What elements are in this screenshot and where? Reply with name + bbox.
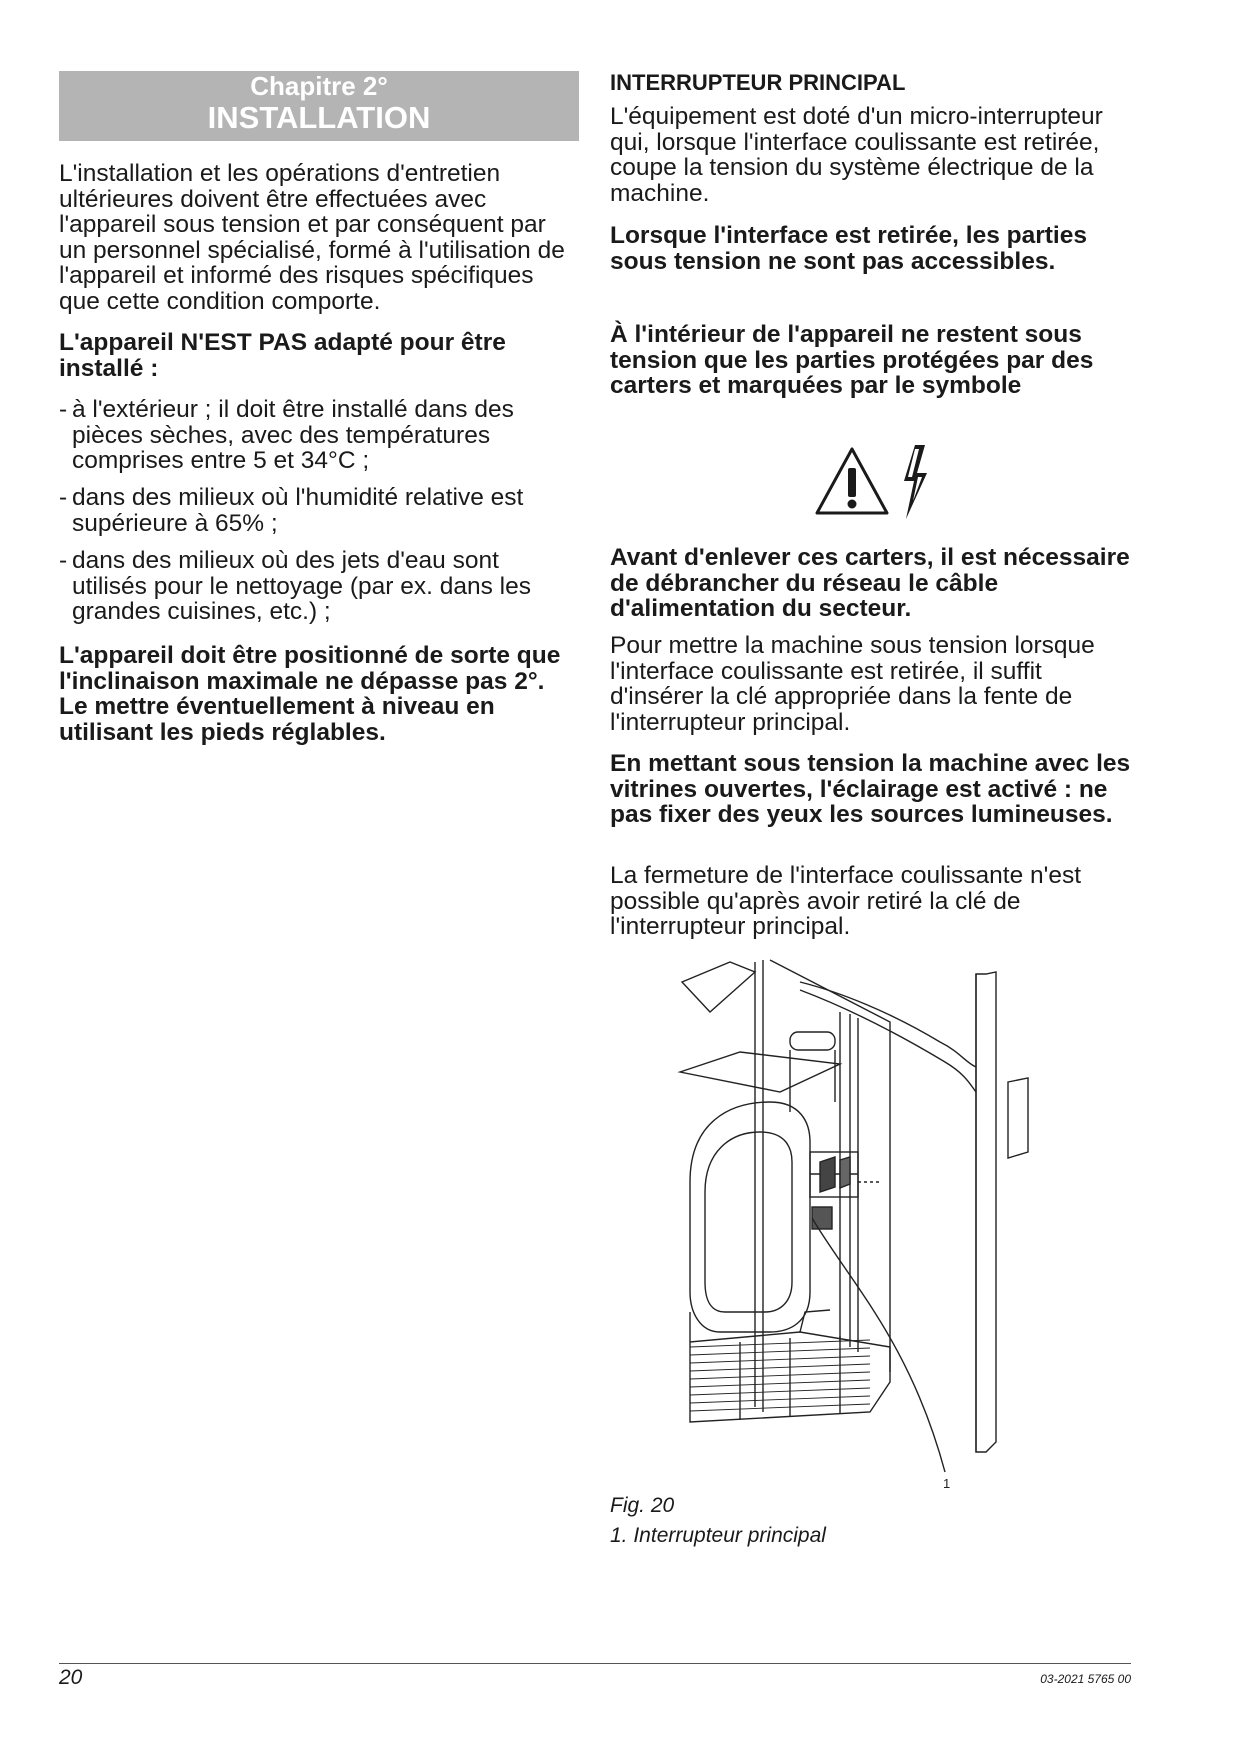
paragraph-3: La fermeture de l'interface coulissante n'est possible qu'après avoir retiré la clé de l'interrupteur principal. <box>610 862 1082 940</box>
chapter-header <box>59 71 579 141</box>
paragraph-2: Pour mettre la machine sous tension lorsque l'interface coulissante est retirée, il suffit d'insérer la clé appropriée dans la fente de l'interrupteur principal. <box>610 632 1095 736</box>
bullet-dash: - <box>59 484 68 511</box>
bullet-text: à l'extérieur ; il doit être installé dans des pièces sèches, avec des températures comprises entre 5 et 34°C ; <box>72 396 514 474</box>
figure-label: Fig. 20 <box>610 1494 675 1517</box>
bullet-dash: - <box>59 396 68 423</box>
intro-paragraph: L'installation et les opérations d'entretien ultérieures doivent être effectuées avec l'appareil sous tension et par conséquent par un personnel spécialisé, formé à l'utilisation de l'appareil et informé des risques spécifiques que cette condition comporte. <box>59 160 565 315</box>
bullet-item <box>59 548 579 625</box>
chapter-title: INSTALLATION <box>207 100 431 135</box>
footer-divider <box>59 1663 1131 1664</box>
figure-caption: 1. Interrupteur principal <box>610 1524 826 1547</box>
warning-3: Avant d'enlever ces carters, il est nécessaire de débrancher du réseau le câble d'alimentation du secteur. <box>610 544 1130 622</box>
document-code: 03-2021 5765 00 <box>1040 1672 1131 1686</box>
hazard-symbols <box>815 443 935 521</box>
bullet-dash: - <box>59 547 68 574</box>
page-number: 20 <box>59 1666 83 1689</box>
warning-triangle-icon <box>817 449 887 513</box>
figure-callout-1: 1 <box>943 1476 951 1491</box>
positioning-warning: L'appareil doit être positionné de sorte que l'inclinaison maximale ne dépasse pas 2°. Le mettre éventuellement à niveau en utilisant les pieds réglables. <box>59 642 561 746</box>
not-suitable-heading: L'appareil N'EST PAS adapté pour être installé : <box>59 329 506 382</box>
machine-figure <box>660 952 1090 1492</box>
warning-2: À l'intérieur de l'appareil ne restent sous tension que les parties protégées par des carters et marquées par le symbole <box>610 321 1094 399</box>
bullet-item <box>59 485 579 536</box>
bullet-text: dans des milieux où des jets d'eau sont utilisés pour le nettoyage (par ex. dans les grandes cuisines, etc.) ; <box>72 547 531 625</box>
paragraph-1: L'équipement est doté d'un micro-interrupteur qui, lorsque l'interface coulissante est retirée, coupe la tension du système électrique de la machine. <box>610 103 1103 207</box>
warning-4: En mettant sous tension la machine avec les vitrines ouvertes, l'éclairage est activé : ne pas fixer des yeux les sources lumineuses. <box>610 750 1131 828</box>
section-heading: INTERRUPTEUR PRINCIPAL <box>610 70 906 95</box>
chapter-label: Chapitre 2° <box>250 71 388 101</box>
lightning-bolt-icon <box>904 445 927 519</box>
warning-1: Lorsque l'interface est retirée, les parties sous tension ne sont pas accessibles. <box>610 222 1087 275</box>
bullet-item <box>59 397 579 474</box>
bullet-text: dans des milieux où l'humidité relative est supérieure à 65% ; <box>72 484 524 537</box>
